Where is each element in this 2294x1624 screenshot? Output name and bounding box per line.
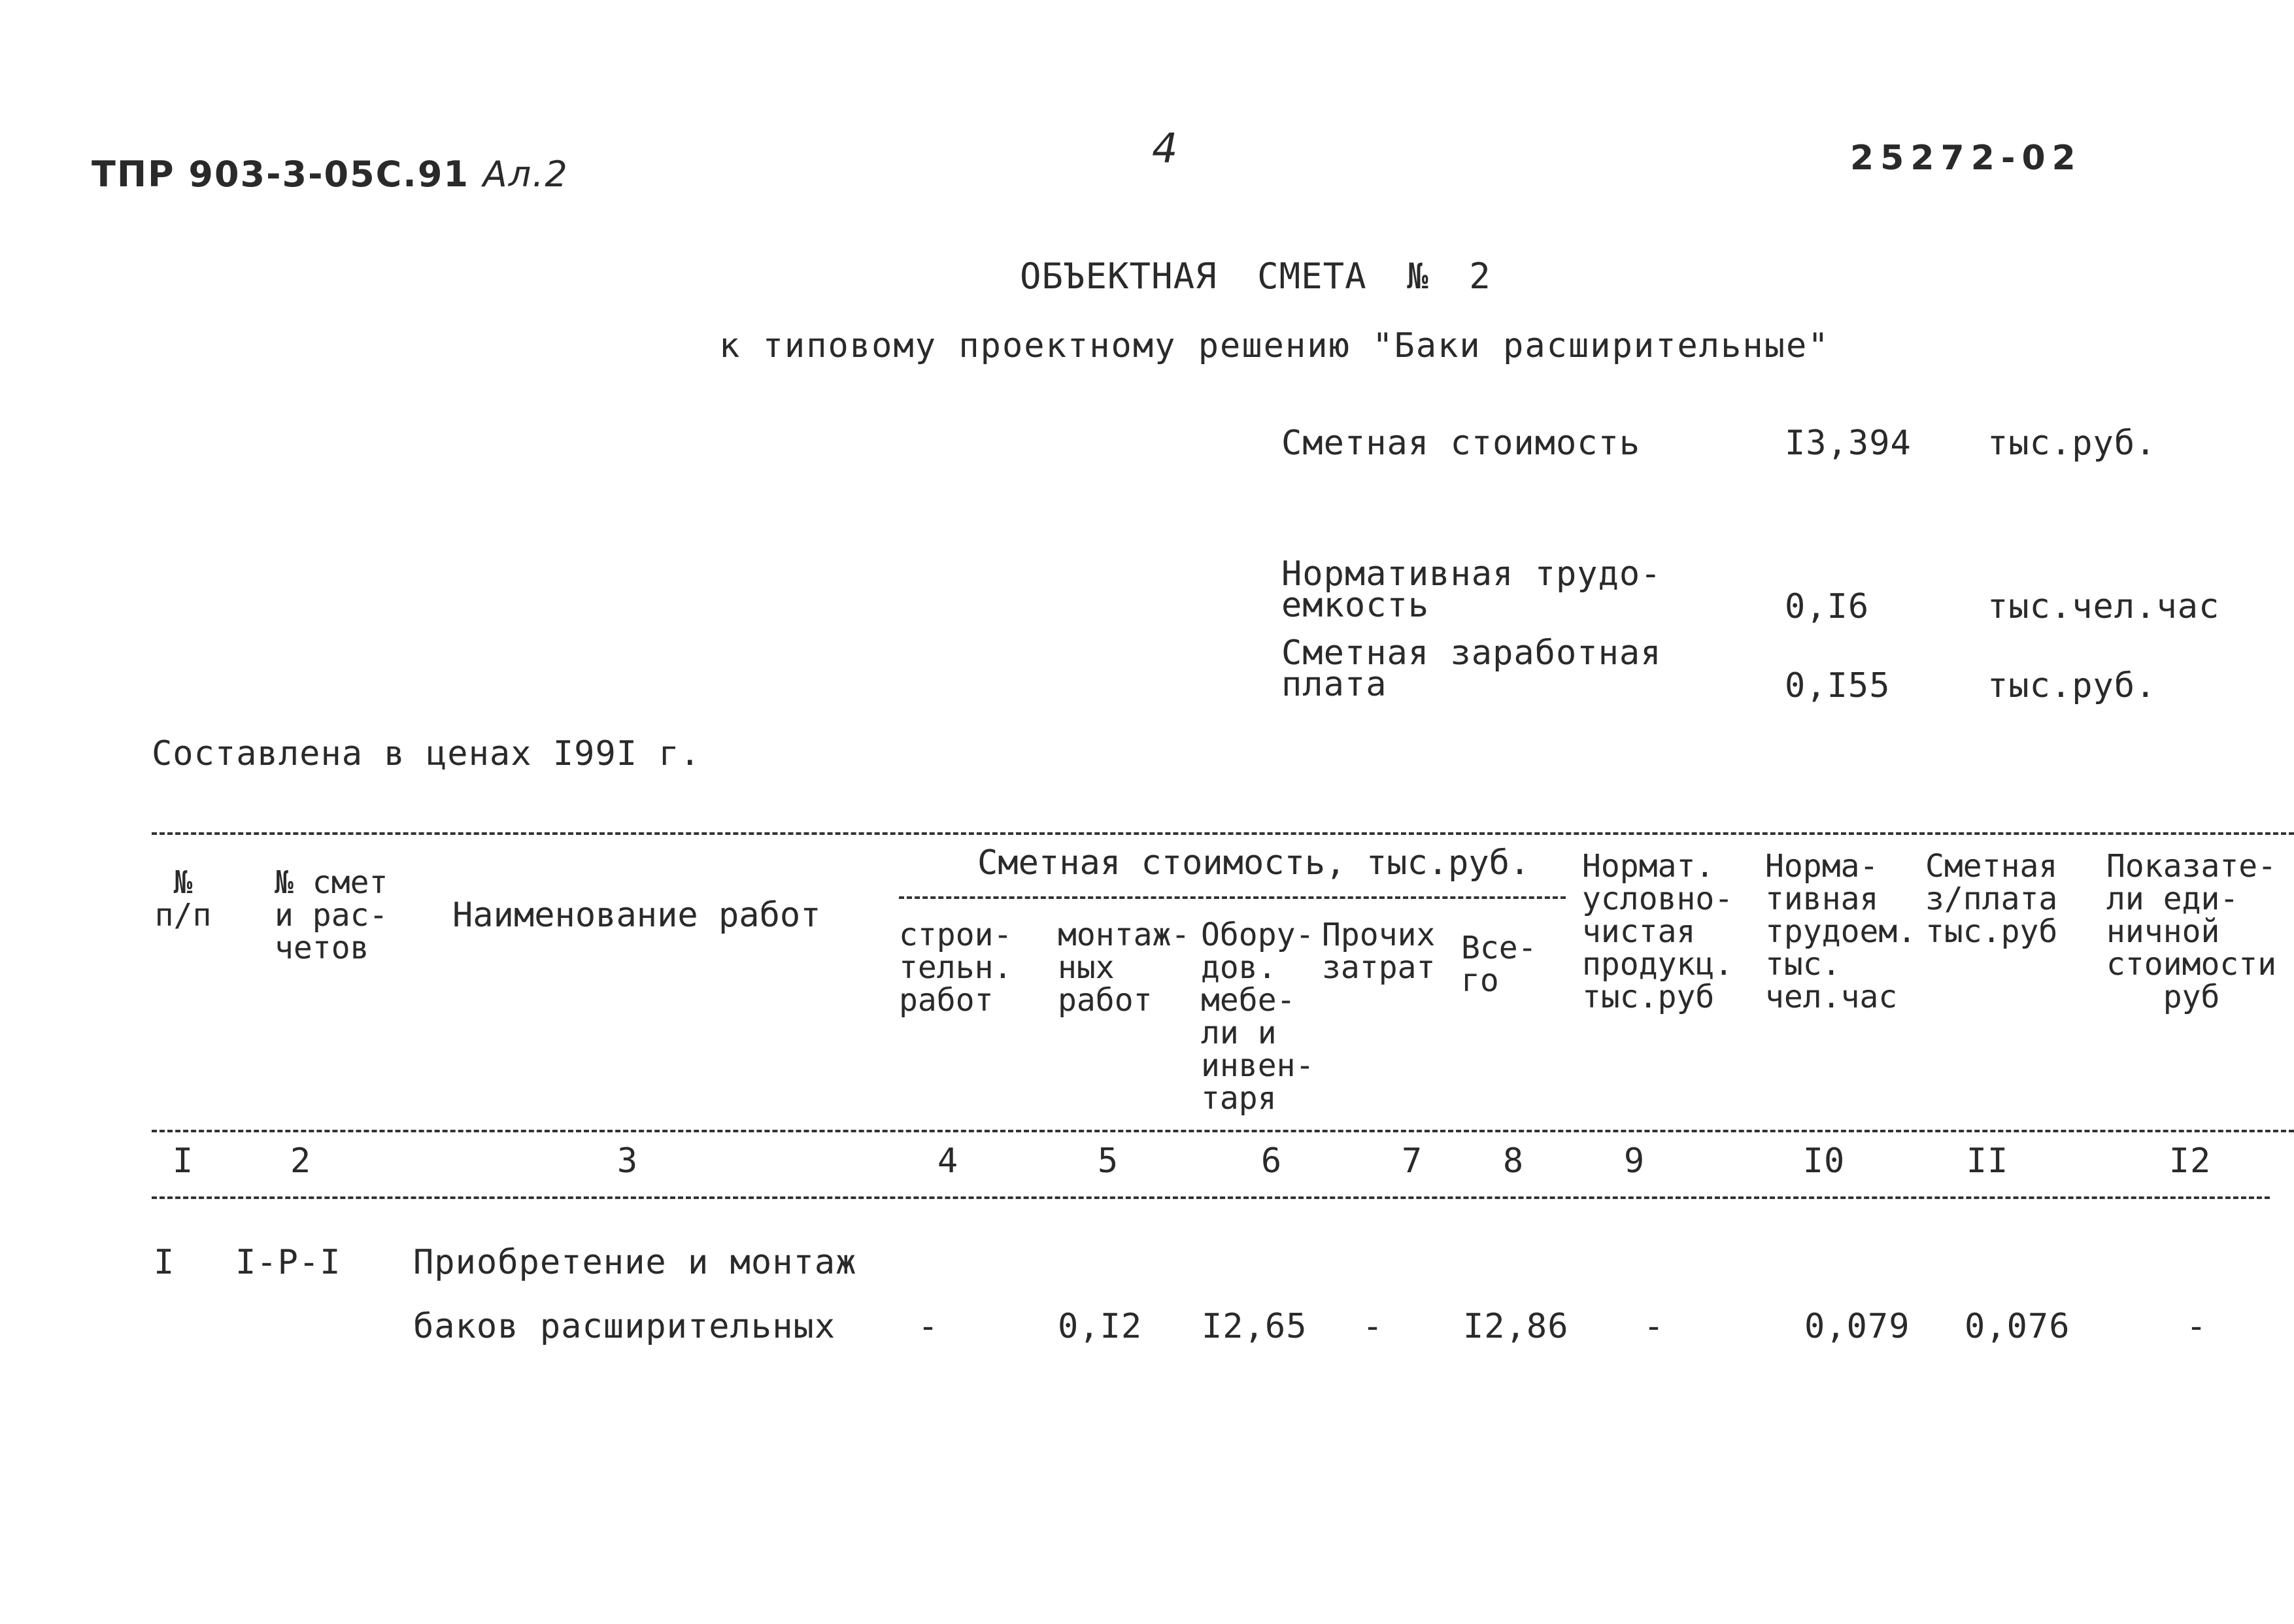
- doc-code-main: ТПР 903-3-05С.91: [92, 154, 469, 195]
- header-col-1: № п/п: [154, 864, 212, 934]
- row-wages: 0,076: [1965, 1307, 2070, 1346]
- col-number-8: 8: [1502, 1142, 1525, 1181]
- header-col-7: Прочих затрат: [1322, 917, 1436, 986]
- row-installation: 0,I2: [1058, 1307, 1143, 1346]
- header-col-12: Показате- ли еди- ничной стоимости руб: [2106, 848, 2277, 1015]
- summary-labor-label: Нормативная трудо- емкость: [1281, 554, 1662, 625]
- doc-title: ОБЪЕКТНАЯ СМЕТА № 2: [1020, 256, 1491, 297]
- col-number-5: 5: [1097, 1142, 1119, 1181]
- row-other: -: [1362, 1307, 1384, 1346]
- col-number-6: 6: [1260, 1142, 1283, 1181]
- summary-cost-unit: тыс.руб.: [1987, 424, 2157, 463]
- row-num: I: [154, 1243, 175, 1282]
- summary-wages-unit: тыс.руб.: [1987, 666, 2157, 705]
- row-total: I2,86: [1463, 1307, 1569, 1346]
- row-name-line2: баков расширительных: [413, 1307, 836, 1346]
- row-labor: 0,079: [1804, 1307, 1910, 1346]
- header-bottom-rule: [152, 1130, 2294, 1132]
- row-construction: -: [917, 1307, 939, 1346]
- group-header-rule: [899, 896, 1566, 899]
- header-col-3: Наименование работ: [452, 896, 821, 935]
- row-ref: I-Р-I: [235, 1243, 341, 1282]
- header-col-6: Обору- дов. мебе- ли и инвен- таря: [1201, 917, 1315, 1117]
- table-group-header: Сметная стоимость, тыс.руб.: [977, 843, 1530, 883]
- summary-wages-value: 0,I55: [1785, 666, 1891, 705]
- row-equipment: I2,65: [1202, 1307, 1307, 1346]
- col-number-4: 4: [937, 1142, 959, 1181]
- summary-labor-unit: тыс.чел.час: [1987, 587, 2220, 626]
- prices-note: Составлена в ценах I99I г.: [152, 734, 701, 773]
- doc-code-left: [92, 154, 569, 195]
- row-unit-cost: -: [2185, 1307, 2208, 1346]
- col-number-11: II: [1966, 1142, 2009, 1181]
- col-number-2: 2: [290, 1142, 312, 1181]
- header-col-5: монтаж- ных работ: [1058, 917, 1190, 1019]
- header-col-9: Нормат. условно- чистая продукц. тыс.руб: [1582, 848, 1734, 1015]
- header-col-4: строи- тельн. работ: [899, 917, 1013, 1019]
- table-top-rule: [152, 832, 2294, 835]
- summary-cost-label: Сметная стоимость: [1281, 424, 1641, 463]
- doc-code-suffix: Ал.2: [482, 154, 569, 195]
- summary-cost-value: I3,394: [1785, 424, 1912, 463]
- col-number-3: 3: [616, 1142, 639, 1181]
- header-col-11: Сметная з/плата тыс.руб: [1925, 848, 2058, 950]
- col-number-9: 9: [1623, 1142, 1645, 1181]
- col-numbers-rule: [152, 1196, 2270, 1199]
- row-net-product: -: [1643, 1307, 1665, 1346]
- col-number-12: I2: [2168, 1142, 2212, 1181]
- header-col-10: Норма- тивная трудоем. тыс. чел.час: [1765, 848, 1917, 1015]
- header-col-8: Все- го: [1461, 930, 1537, 999]
- doc-code-right: 25272-02: [1850, 139, 2082, 178]
- col-number-1: I: [172, 1142, 194, 1181]
- row-name-line1: Приобретение и монтаж: [413, 1243, 857, 1282]
- summary-wages-label: Сметная заработная плата: [1281, 634, 1662, 704]
- doc-subtitle: к типовому проектному решению "Баки расширительные": [719, 326, 1830, 365]
- col-number-10: I0: [1802, 1142, 1846, 1181]
- header-col-2: № смет и рас- четов: [275, 864, 388, 966]
- summary-labor-value: 0,I6: [1785, 587, 1870, 626]
- col-number-7: 7: [1401, 1142, 1423, 1181]
- page-number: 4: [1152, 124, 1178, 172]
